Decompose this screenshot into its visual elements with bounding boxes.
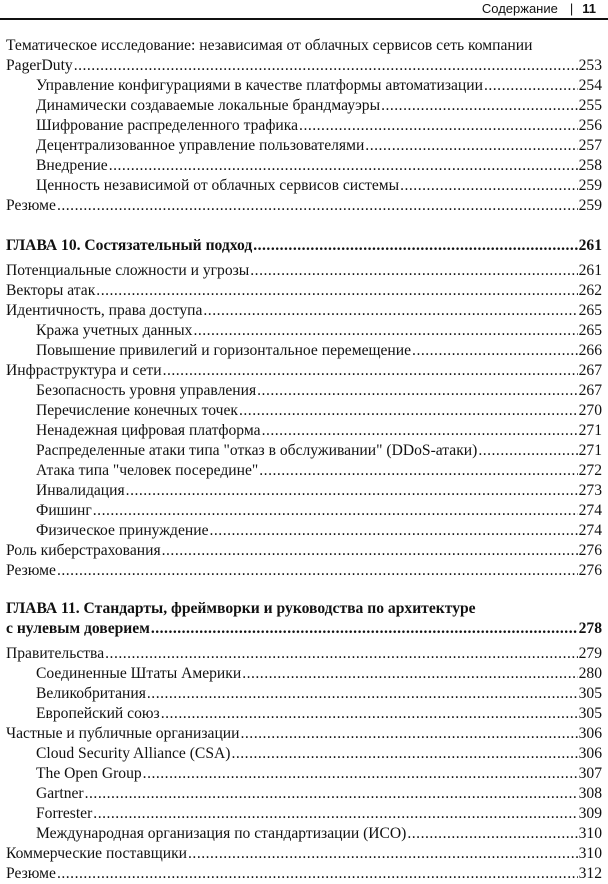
toc-entry-title: Атака типа "человек посередине" <box>36 462 259 479</box>
toc-chapter-heading-title-line: ГЛАВА 11. Стандарты, фреймворки и руководства по архитектуре <box>6 600 476 617</box>
toc-page-number: 309 <box>578 805 602 822</box>
dot-leader <box>143 764 578 784</box>
table-of-contents <box>6 36 602 884</box>
toc-subsection[interactable] <box>6 704 602 724</box>
toc-page-number: 271 <box>578 422 602 439</box>
toc-subsection[interactable] <box>6 824 602 844</box>
dot-leader <box>57 196 578 216</box>
toc-subsection[interactable] <box>6 176 602 196</box>
toc-section[interactable] <box>6 261 602 281</box>
toc-entry-title: Повышение привилегий и горизонтальное перемещение <box>36 342 412 359</box>
toc-subsection[interactable] <box>6 96 602 116</box>
toc-entry-title: Инфраструктура и сети <box>6 362 162 379</box>
toc-entry-title: PagerDuty <box>6 57 73 74</box>
toc-page-number: 306 <box>578 745 602 762</box>
toc-page-number: 306 <box>578 725 602 742</box>
toc-subsection[interactable] <box>6 784 602 804</box>
dot-leader <box>193 321 577 341</box>
toc-subsection[interactable] <box>6 684 602 704</box>
toc-page-number: 262 <box>578 282 602 299</box>
toc-entry-title: The Open Group <box>36 765 142 782</box>
dot-leader <box>412 341 578 361</box>
dot-leader <box>203 301 577 321</box>
dot-leader <box>161 704 578 724</box>
toc-section[interactable] <box>6 541 602 561</box>
toc-page-number: 267 <box>578 382 602 399</box>
toc-subsection[interactable] <box>6 421 602 441</box>
toc-entry-title: Безопасность уровня управления <box>36 382 257 399</box>
header-section-title: Содержание <box>481 1 558 16</box>
toc-section[interactable] <box>6 301 602 321</box>
toc-entry-title: Ненадежная цифровая платформа <box>36 422 261 439</box>
toc-entry-title: Векторы атак <box>6 282 96 299</box>
toc-page-number: 259 <box>578 197 602 214</box>
toc-page-number: 305 <box>578 705 602 722</box>
dot-leader <box>162 541 578 561</box>
toc-page-number: 274 <box>578 522 602 539</box>
toc-chapter-heading[interactable] <box>6 236 602 256</box>
dot-leader <box>239 401 578 421</box>
dot-leader <box>210 521 578 541</box>
dot-leader <box>478 441 577 461</box>
dot-leader <box>365 136 577 156</box>
dot-leader <box>484 76 578 96</box>
toc-section[interactable] <box>6 644 602 664</box>
toc-page-number: 279 <box>578 645 602 662</box>
dot-leader <box>96 281 577 301</box>
dot-leader <box>105 644 577 664</box>
toc-entry-title: Потенциальные сложности и угрозы <box>6 262 250 279</box>
dot-leader <box>400 176 578 196</box>
toc-entry-title: Соединенные Штаты Америки <box>36 665 242 682</box>
toc-page-number: 256 <box>578 117 602 134</box>
toc-entry-title: Шифрование распределенного трафика <box>36 117 299 134</box>
toc-subsection[interactable] <box>6 664 602 684</box>
toc-subsection[interactable] <box>6 804 602 824</box>
toc-entry-title: Децентрализованное управление пользователями <box>36 137 365 154</box>
dot-leader <box>74 56 578 76</box>
toc-entry-title: Gartner <box>36 785 84 802</box>
toc-page-number: 266 <box>578 342 602 359</box>
toc-page-number: 310 <box>578 825 602 842</box>
toc-page-number: 257 <box>578 137 602 154</box>
toc-subsection[interactable] <box>6 461 602 481</box>
dot-leader <box>126 481 578 501</box>
toc-section[interactable] <box>6 864 602 884</box>
toc-page-number: 272 <box>578 462 602 479</box>
header-separator: | <box>569 1 574 16</box>
header-text <box>482 1 596 16</box>
dot-leader <box>262 421 578 441</box>
toc-subsection[interactable] <box>6 744 602 764</box>
dot-leader <box>109 156 578 176</box>
toc-entry-title: Управление конфигурациями в качестве платформы автоматизации <box>36 77 483 94</box>
toc-subsection[interactable] <box>6 401 602 421</box>
toc-subsection[interactable] <box>6 116 602 136</box>
toc-page-number: 259 <box>578 177 602 194</box>
dot-leader <box>93 804 577 824</box>
dot-leader <box>151 619 578 639</box>
toc-section-title-line: Тематическое исследование: независимая от облачных сервисов сеть компании <box>6 37 533 54</box>
toc-entry-title: Коммерческие поставщики <box>6 845 188 862</box>
toc-page-number: 253 <box>578 57 602 74</box>
toc-entry-title: Идентичность, права доступа <box>6 302 203 319</box>
toc-page-number: 274 <box>578 502 602 519</box>
toc-page-number: 278 <box>578 620 602 637</box>
dot-leader <box>57 864 578 884</box>
header-page-number: 11 <box>582 1 596 16</box>
dot-leader <box>242 664 577 684</box>
toc-page-number: 310 <box>578 845 602 862</box>
dot-leader <box>163 361 578 381</box>
toc-entry-title: Европейский союз <box>36 705 160 722</box>
toc-page-number: 271 <box>578 442 602 459</box>
toc-subsection[interactable] <box>6 321 602 341</box>
dot-leader <box>147 684 578 704</box>
toc-subsection[interactable] <box>6 501 602 521</box>
toc-entry-title: ГЛАВА 10. Состязательный подход <box>6 237 253 254</box>
toc-page-number: 255 <box>578 97 602 114</box>
toc-page-number: 276 <box>578 542 602 559</box>
dot-leader <box>259 461 577 481</box>
toc-subsection[interactable] <box>6 764 602 784</box>
toc-entry-title: Инвалидация <box>36 482 125 499</box>
toc-entry-title: Резюме <box>6 865 56 882</box>
toc-subsection[interactable] <box>6 136 602 156</box>
toc-entry-title: Международная организация по стандартизации (ИСО) <box>36 825 407 842</box>
running-header <box>0 0 608 20</box>
toc-page-number: 270 <box>578 402 602 419</box>
toc-page-number: 308 <box>578 785 602 802</box>
dot-leader <box>299 116 578 136</box>
toc-section[interactable] <box>6 844 602 864</box>
toc-entry-title: Частные и публичные организации <box>6 725 240 742</box>
toc-subsection[interactable] <box>6 381 602 401</box>
toc-entry-title: Резюме <box>6 562 56 579</box>
toc-section[interactable] <box>6 361 602 381</box>
toc-entry-title: Физическое принуждение <box>36 522 209 539</box>
toc-entry-title: Правительства <box>6 645 105 662</box>
dot-leader <box>241 724 578 744</box>
toc-entry-title: Динамически создаваемые локальные брандмауэры <box>36 97 381 114</box>
toc-section[interactable] <box>6 196 602 216</box>
toc-page-number: 280 <box>578 665 602 682</box>
toc-entry-title: Внедрение <box>36 157 108 174</box>
toc-entry-title: Кража учетных данных <box>36 322 193 339</box>
toc-subsection[interactable] <box>6 521 602 541</box>
toc-entry-title: с нулевым доверием <box>6 620 150 637</box>
toc-page-number: 312 <box>578 865 602 882</box>
toc-subsection[interactable] <box>6 441 602 461</box>
toc-page-number: 261 <box>578 237 602 254</box>
toc-subsection[interactable] <box>6 156 602 176</box>
toc-entry-title: Распределенные атаки типа "отказ в обслуживании" (DDoS-атаки) <box>36 442 478 459</box>
toc-entry-title: Cloud Security Alliance (CSA) <box>36 745 231 762</box>
toc-entry-title: Ценность независимой от облачных сервисов системы <box>36 177 400 194</box>
toc-page-number: 273 <box>578 482 602 499</box>
toc-entry-title: Forrester <box>36 805 93 822</box>
dot-leader <box>231 744 577 764</box>
toc-page-number: 276 <box>578 562 602 579</box>
toc-section[interactable] <box>6 56 602 76</box>
toc-entry-title: Великобритания <box>36 685 146 702</box>
dot-leader <box>85 784 578 804</box>
toc-subsection[interactable] <box>6 76 602 96</box>
toc-entry-title: Роль киберстрахования <box>6 542 161 559</box>
toc-section[interactable] <box>6 724 602 744</box>
toc-page-number: 267 <box>578 362 602 379</box>
toc-entry-title: Резюме <box>6 197 56 214</box>
toc-page-number: 261 <box>578 262 602 279</box>
toc-entry-title: Перечисление конечных точек <box>36 402 238 419</box>
dot-leader <box>57 561 578 581</box>
toc-page-number: 254 <box>578 77 602 94</box>
toc-entry-title: Фишинг <box>36 502 92 519</box>
toc-section[interactable] <box>6 561 602 581</box>
toc-page-number: 265 <box>578 302 602 319</box>
dot-leader <box>188 844 578 864</box>
toc-page-number: 258 <box>578 157 602 174</box>
dot-leader <box>253 236 577 256</box>
toc-subsection[interactable] <box>6 481 602 501</box>
dot-leader <box>250 261 577 281</box>
toc-page-number: 265 <box>578 322 602 339</box>
toc-chapter-heading[interactable] <box>6 619 602 639</box>
toc-subsection[interactable] <box>6 341 602 361</box>
toc-page-number: 307 <box>578 765 602 782</box>
toc-section[interactable] <box>6 281 602 301</box>
dot-leader <box>407 824 577 844</box>
dot-leader <box>381 96 578 116</box>
toc-page-number: 305 <box>578 685 602 702</box>
dot-leader <box>93 501 578 521</box>
dot-leader <box>257 381 577 401</box>
